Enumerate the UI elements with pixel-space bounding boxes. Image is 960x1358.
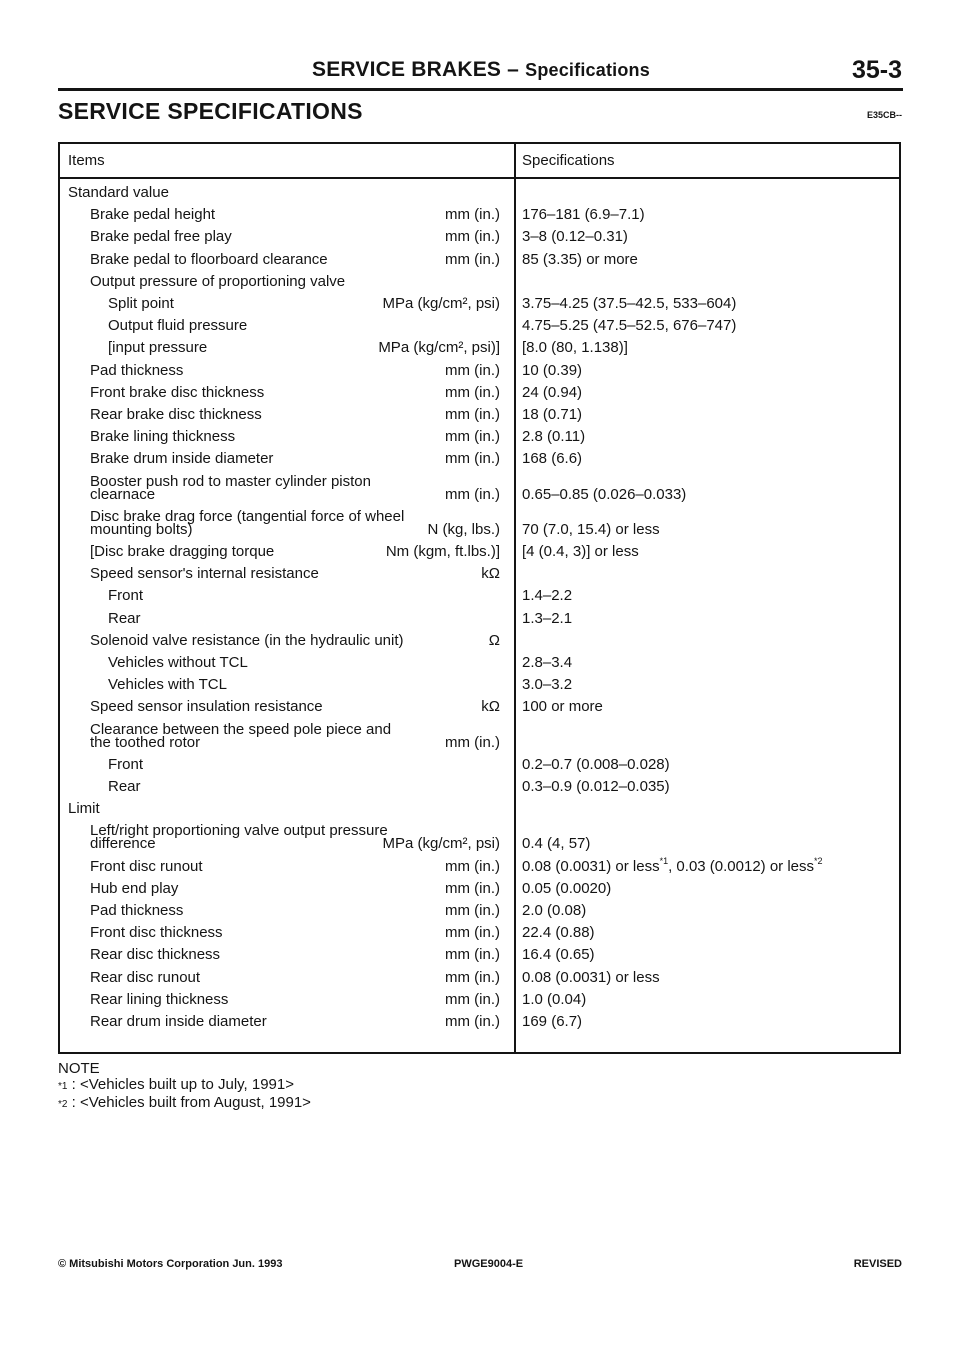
item-label: Rear brake disc thickness <box>90 406 262 423</box>
item-specification: [8.0 (80, 1.138)] <box>522 339 628 357</box>
note-text: : <Vehicles built up to July, 1991> <box>71 1076 294 1093</box>
table-row <box>60 406 901 424</box>
note-text: : <Vehicles built from August, 1991> <box>71 1094 311 1111</box>
item-label: Brake pedal to floorboard clearance <box>90 250 328 268</box>
item-label-continued: mounting bolts) <box>90 520 193 538</box>
specifications-table <box>58 142 901 1054</box>
header-subsection: Specifications <box>525 60 650 80</box>
item-unit: mm (in.) <box>445 902 500 919</box>
table-row <box>60 924 901 942</box>
item-label: Booster push rod to master cylinder piston <box>90 472 371 490</box>
table-row <box>60 991 901 1009</box>
item-label: Rear drum inside diameter <box>90 1013 267 1030</box>
item-label-continued: the toothed rotor <box>90 733 201 751</box>
item-unit: mm (in.) <box>445 1013 500 1030</box>
column-header-specifications <box>514 152 615 169</box>
header-section: SERVICE BRAKES <box>312 58 502 81</box>
table-row <box>60 228 901 246</box>
item-label: Rear <box>108 778 141 795</box>
header-divider <box>60 177 899 179</box>
item-specification: 70 (7.0, 15.4) or less <box>522 520 660 538</box>
item-label: Brake drum inside diameter <box>90 450 274 468</box>
item-specification: [4 (0.4, 3)] or less <box>522 543 639 560</box>
table-row <box>60 969 901 987</box>
column-header-specifications-label: Specifications <box>522 152 615 169</box>
item-unit: mm (in.) <box>445 206 500 224</box>
section-code: E35CB-- <box>866 110 902 120</box>
item-unit: Nm (kgm, ft.lbs.)] <box>385 543 500 560</box>
table-row <box>60 295 901 313</box>
item-specification: 18 (0.71) <box>522 406 583 423</box>
table-row <box>60 587 901 605</box>
table-row <box>60 855 901 876</box>
item-specification: 22.4 (0.88) <box>522 924 595 942</box>
item-label: Vehicles without TCL <box>108 654 248 671</box>
page-header <box>0 56 960 86</box>
table-row <box>60 384 901 402</box>
item-label: Pad thickness <box>90 361 184 379</box>
table-row <box>60 632 901 650</box>
item-label: Standard value <box>68 184 169 201</box>
item-label: Rear lining thickness <box>90 990 229 1008</box>
item-label: Brake pedal free play <box>90 228 232 246</box>
table-row <box>60 184 901 202</box>
table-row <box>60 800 901 818</box>
item-unit: MPa (kg/cm², psi) <box>382 835 500 853</box>
table-row <box>60 756 901 774</box>
table-row <box>60 778 901 796</box>
table-row <box>60 450 901 468</box>
item-unit: mm (in.) <box>445 733 500 751</box>
table-row <box>60 721 901 755</box>
item-unit: MPa (kg/cm², psi)] <box>378 339 500 357</box>
item-specification: 0.08 (0.0031) or less$^{*1}$, 0.03 (0.0012) or less$^{*2}$ <box>522 855 823 875</box>
item-specification: 85 (3.35) or more <box>522 250 638 268</box>
item-label: Front disc runout <box>90 857 203 875</box>
table-row <box>60 428 901 446</box>
table-row <box>60 610 901 628</box>
item-specification: 0.05 (0.0020) <box>522 879 612 897</box>
item-specification: 0.2–0.7 (0.008–0.028) <box>522 755 670 773</box>
item-label: Speed sensor insulation resistance <box>90 698 323 716</box>
item-unit: mm (in.) <box>445 968 500 986</box>
item-label: [input pressure <box>108 339 208 357</box>
item-label-continued: clearnace <box>90 485 156 503</box>
item-specification: 3–8 (0.12–0.31) <box>522 228 628 246</box>
table-row <box>60 902 901 920</box>
footer-document-code: PWGE9004-E <box>454 1258 524 1270</box>
item-unit: mm (in.) <box>445 924 500 942</box>
table-row <box>60 251 901 269</box>
table-row <box>60 206 901 224</box>
table-row <box>60 1013 901 1031</box>
item-unit: mm (in.) <box>445 228 500 246</box>
item-label: Brake lining thickness <box>90 428 236 446</box>
item-label: Split point <box>108 295 174 312</box>
header-rule <box>58 88 903 91</box>
item-unit: mm (in.) <box>445 485 500 503</box>
item-specification: 16.4 (0.65) <box>522 946 595 964</box>
footer-status: REVISED <box>853 1258 902 1270</box>
item-label: Disc brake drag force (tangential force of wheel <box>90 507 405 525</box>
table-row <box>60 654 901 672</box>
item-unit: mm (in.) <box>445 946 500 964</box>
item-specification: 0.3–0.9 (0.012–0.035) <box>522 778 670 795</box>
item-specification: 1.0 (0.04) <box>522 990 587 1008</box>
table-row <box>60 473 901 507</box>
item-label: Front <box>108 755 144 773</box>
item-specification: 2.8 (0.11) <box>522 428 586 446</box>
item-label: [Disc brake dragging torque <box>90 543 275 560</box>
table-row <box>60 543 901 561</box>
item-label: Left/right proportioning valve output pressure <box>90 822 388 840</box>
item-specification: 0.65–0.85 (0.026–0.033) <box>522 485 687 503</box>
item-unit: mm (in.) <box>445 250 500 268</box>
item-unit: mm (in.) <box>445 879 500 897</box>
item-label: Solenoid valve resistance (in the hydraulic unit) <box>90 631 404 649</box>
item-label: Output pressure of proportioning valve <box>90 272 346 290</box>
item-label: Output fluid pressure <box>108 317 248 335</box>
item-specification: 0.08 (0.0031) or less <box>522 968 660 986</box>
item-unit: kΩ <box>481 698 500 716</box>
note-marker: *2 <box>58 1099 68 1110</box>
page-number: 35-3 <box>851 56 902 84</box>
item-unit: N (kg, lbs.) <box>427 520 500 538</box>
header-dash: – <box>507 58 520 81</box>
table-row <box>60 698 901 716</box>
item-unit: mm (in.) <box>445 406 500 423</box>
item-specification: 3.0–3.2 <box>522 676 573 694</box>
table-row <box>60 339 901 357</box>
table-row <box>60 946 901 964</box>
section-title: SERVICE SPECIFICATIONS <box>58 98 363 124</box>
table-row <box>60 676 901 694</box>
table-row <box>60 508 901 542</box>
item-label: Rear disc runout <box>90 968 201 986</box>
item-label: Clearance between the speed pole piece and <box>90 720 392 738</box>
item-label: Limit <box>68 800 100 818</box>
item-unit: kΩ <box>481 565 500 583</box>
note-marker: *1 <box>58 1081 68 1092</box>
item-specification: 4.75–5.25 (47.5–52.5, 676–747) <box>522 317 737 335</box>
item-label: Hub end play <box>90 879 179 897</box>
item-specification: 2.8–3.4 <box>522 654 573 671</box>
header-title <box>312 58 650 82</box>
item-label: Speed sensor's internal resistance <box>90 565 319 583</box>
table-row <box>60 880 901 898</box>
item-unit: mm (in.) <box>445 857 500 875</box>
item-label: Rear disc thickness <box>90 946 221 964</box>
table-row <box>60 273 901 291</box>
item-label: Front brake disc thickness <box>90 383 265 401</box>
item-specification: 2.0 (0.08) <box>522 902 587 919</box>
item-specification: 169 (6.7) <box>522 1013 583 1030</box>
item-label: Front disc thickness <box>90 924 223 942</box>
item-specification: 1.4–2.2 <box>522 587 573 605</box>
notes-heading: NOTE <box>58 1060 100 1077</box>
notes <box>58 1061 311 1113</box>
item-specification: 10 (0.39) <box>522 361 583 379</box>
table-row <box>60 822 901 856</box>
note-item <box>58 1095 311 1113</box>
item-label-continued: difference <box>90 835 156 853</box>
item-specification: 24 (0.94) <box>522 383 583 401</box>
item-specification: 0.4 (4, 57) <box>522 835 591 853</box>
item-unit: mm (in.) <box>445 361 500 379</box>
item-unit: Ω <box>488 631 500 649</box>
table-row <box>60 317 901 335</box>
item-specification: 3.75–4.25 (37.5–42.5, 533–604) <box>522 295 737 312</box>
table-row <box>60 362 901 380</box>
item-label: Pad thickness <box>90 902 184 919</box>
item-unit: mm (in.) <box>445 450 500 468</box>
footer-copyright: © Mitsubishi Motors Corporation Jun. 1993 <box>58 1258 283 1270</box>
table-row <box>60 565 901 583</box>
item-label: Rear <box>108 609 141 627</box>
note-item <box>58 1077 311 1095</box>
item-unit: mm (in.) <box>445 990 500 1008</box>
item-specification: 176–181 (6.9–7.1) <box>522 206 645 224</box>
item-unit: MPa (kg/cm², psi) <box>382 295 500 312</box>
item-specification: 168 (6.6) <box>522 450 583 468</box>
column-header-items: Items <box>68 152 105 169</box>
item-label: Vehicles with TCL <box>108 676 227 694</box>
item-unit: mm (in.) <box>445 383 500 401</box>
item-unit: mm (in.) <box>445 428 500 446</box>
item-label: Front <box>108 587 144 605</box>
item-specification: 100 or more <box>522 698 603 716</box>
item-specification: 1.3–2.1 <box>522 609 573 627</box>
item-label: Brake pedal height <box>90 206 216 224</box>
